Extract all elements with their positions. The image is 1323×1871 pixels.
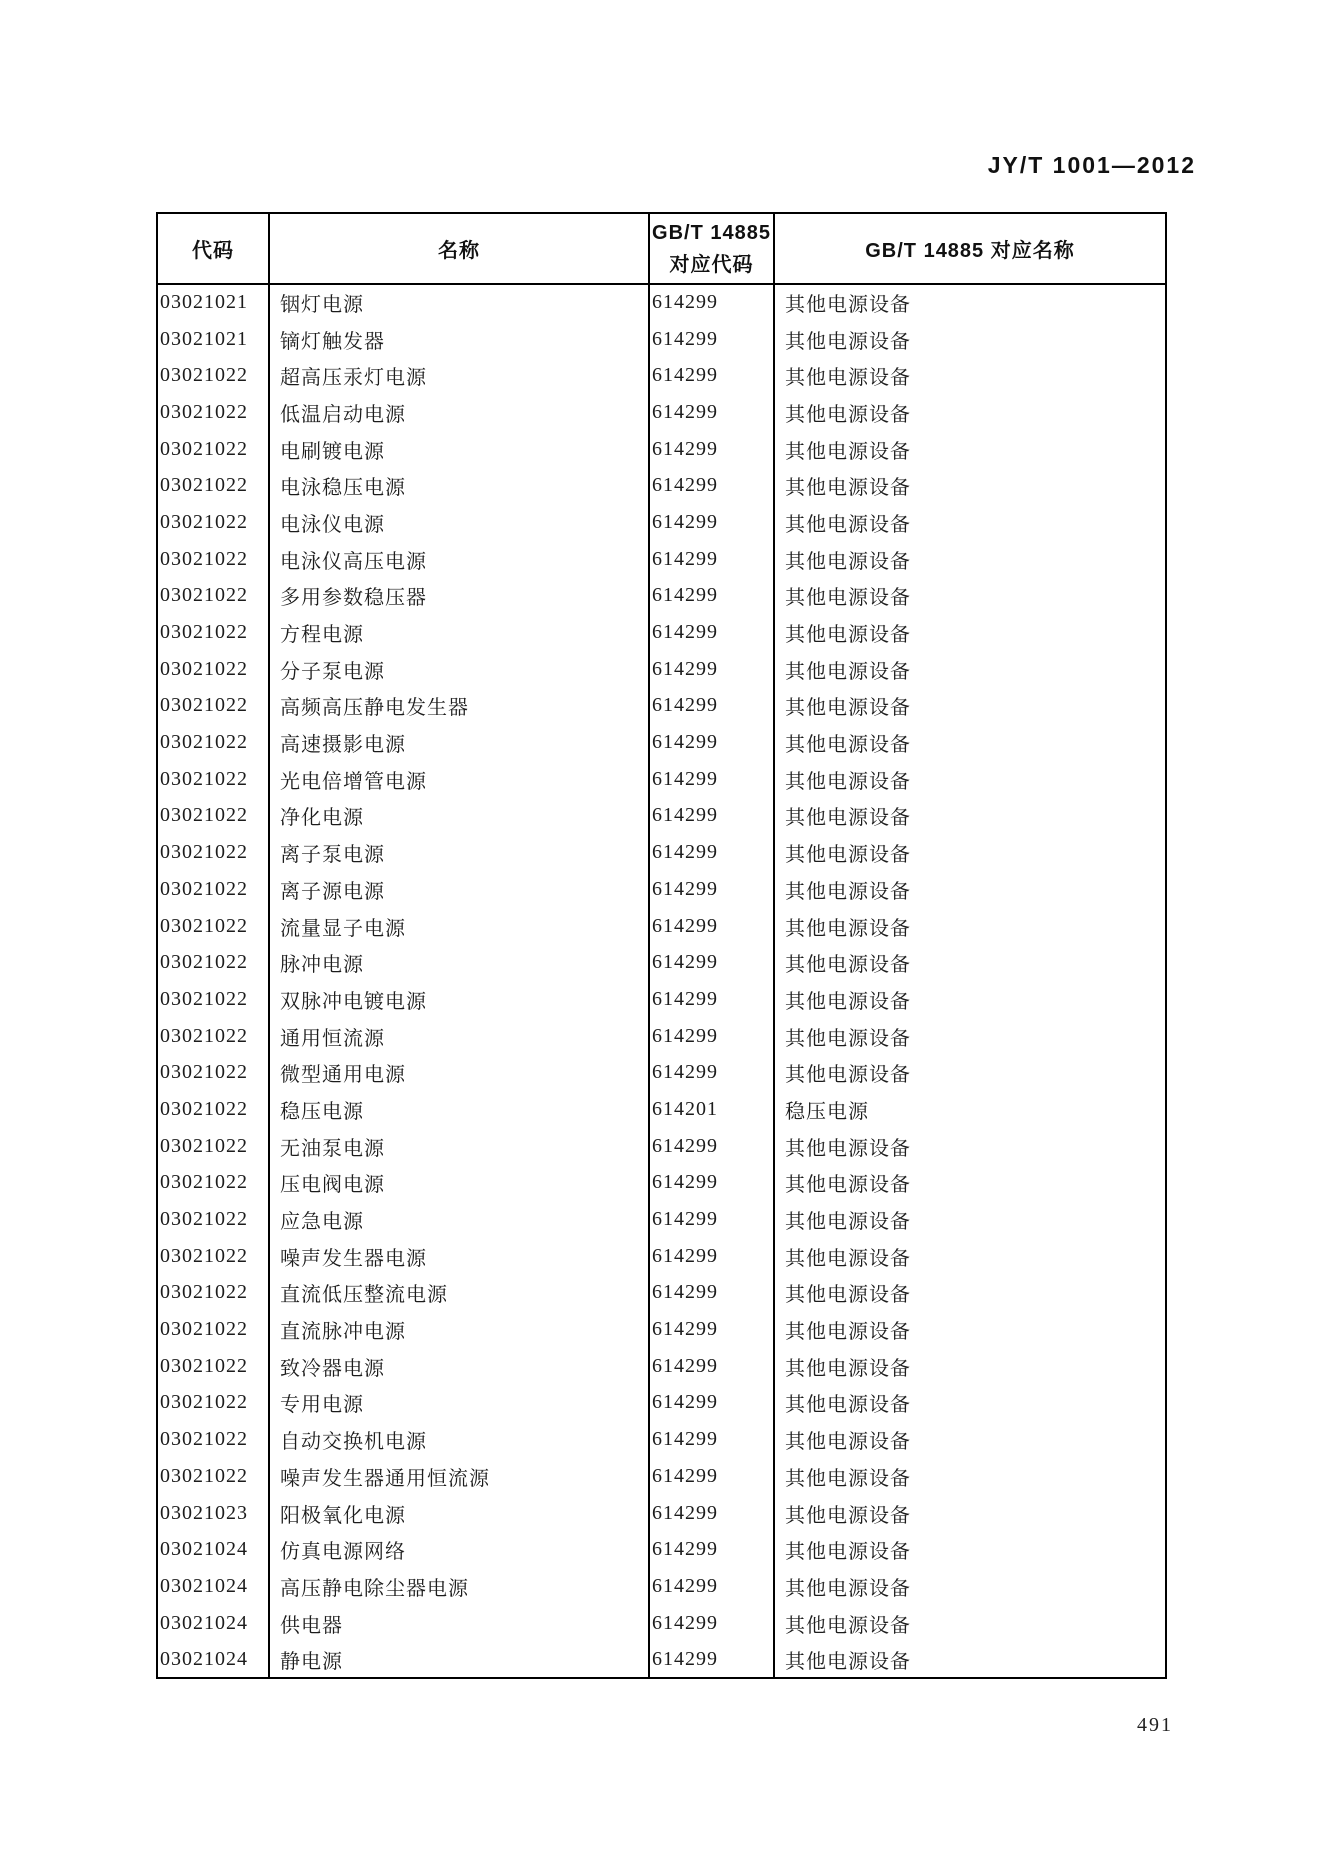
table-row <box>157 1311 1166 1348</box>
header-name: 名称 <box>269 213 649 284</box>
cell-name: 低温启动电源 <box>269 394 649 431</box>
cell-name: 多用参数稳压器 <box>269 578 649 615</box>
cell-gbt-code: 614299 <box>649 578 774 615</box>
cell-gbt-name: 其他电源设备 <box>774 1238 1166 1275</box>
table-row <box>157 1275 1166 1312</box>
cell-gbt-name: 其他电源设备 <box>774 1421 1166 1458</box>
cell-gbt-name: 其他电源设备 <box>774 1348 1166 1385</box>
cell-name: 高速摄影电源 <box>269 724 649 761</box>
cell-code: 03021022 <box>157 981 269 1018</box>
table-row <box>157 1605 1166 1642</box>
cell-name: 直流低压整流电源 <box>269 1275 649 1312</box>
cell-gbt-code: 614299 <box>649 1495 774 1532</box>
cell-gbt-name: 其他电源设备 <box>774 1385 1166 1422</box>
cell-name: 高频高压静电发生器 <box>269 688 649 725</box>
cell-code: 03021022 <box>157 1275 269 1312</box>
cell-code: 03021022 <box>157 1458 269 1495</box>
cell-name: 噪声发生器通用恒流源 <box>269 1458 649 1495</box>
cell-name: 直流脉冲电源 <box>269 1311 649 1348</box>
cell-name: 电泳仪高压电源 <box>269 541 649 578</box>
cell-gbt-code: 614299 <box>649 908 774 945</box>
cell-gbt-name: 其他电源设备 <box>774 578 1166 615</box>
cell-name: 致冷器电源 <box>269 1348 649 1385</box>
table-row <box>157 1641 1166 1678</box>
cell-gbt-name: 其他电源设备 <box>774 1165 1166 1202</box>
table-row <box>157 871 1166 908</box>
header-gbt-name: GB/T 14885 对应名称 <box>774 213 1166 284</box>
cell-name: 镝灯触发器 <box>269 321 649 358</box>
cell-code: 03021022 <box>157 688 269 725</box>
table-row <box>157 1238 1166 1275</box>
cell-gbt-code: 614299 <box>649 651 774 688</box>
cell-name: 自动交换机电源 <box>269 1421 649 1458</box>
cell-gbt-name: 其他电源设备 <box>774 871 1166 908</box>
cell-gbt-code: 614299 <box>649 1165 774 1202</box>
table-row <box>157 1568 1166 1605</box>
table-row <box>157 431 1166 468</box>
table-row <box>157 1495 1166 1532</box>
cell-name: 方程电源 <box>269 614 649 651</box>
cell-code: 03021024 <box>157 1568 269 1605</box>
cell-code: 03021021 <box>157 284 269 321</box>
cell-gbt-name: 其他电源设备 <box>774 908 1166 945</box>
cell-name: 稳压电源 <box>269 1091 649 1128</box>
cell-gbt-code: 614299 <box>649 1385 774 1422</box>
cell-name: 静电源 <box>269 1641 649 1678</box>
cell-gbt-code: 614299 <box>649 504 774 541</box>
header-gbt-code-line1: GB/T 14885 <box>652 221 771 244</box>
cell-code: 03021022 <box>157 1091 269 1128</box>
cell-gbt-code: 614299 <box>649 944 774 981</box>
cell-code: 03021022 <box>157 1054 269 1091</box>
cell-gbt-code: 614299 <box>649 467 774 504</box>
table-body <box>157 284 1166 1678</box>
cell-name: 电泳稳压电源 <box>269 467 649 504</box>
cell-name: 专用电源 <box>269 1385 649 1422</box>
cell-code: 03021024 <box>157 1641 269 1678</box>
cell-name: 仿真电源网络 <box>269 1531 649 1568</box>
table-row <box>157 284 1166 321</box>
table-row <box>157 834 1166 871</box>
header-code: 代码 <box>157 213 269 284</box>
cell-gbt-code: 614299 <box>649 1275 774 1312</box>
header-gbt-code-line2: 对应代码 <box>669 253 754 276</box>
cell-code: 03021022 <box>157 614 269 651</box>
cell-code: 03021022 <box>157 798 269 835</box>
cell-gbt-code: 614299 <box>649 871 774 908</box>
table-row <box>157 394 1166 431</box>
table-row <box>157 1165 1166 1202</box>
cell-code: 03021022 <box>157 1128 269 1165</box>
cell-name: 脉冲电源 <box>269 944 649 981</box>
cell-gbt-name: 其他电源设备 <box>774 651 1166 688</box>
code-mapping-table <box>156 212 1167 1679</box>
header-row <box>157 213 1166 284</box>
cell-gbt-code: 614299 <box>649 1458 774 1495</box>
cell-code: 03021022 <box>157 541 269 578</box>
cell-gbt-name: 其他电源设备 <box>774 467 1166 504</box>
cell-name: 净化电源 <box>269 798 649 835</box>
cell-code: 03021022 <box>157 944 269 981</box>
cell-code: 03021022 <box>157 834 269 871</box>
cell-gbt-code: 614299 <box>649 614 774 651</box>
cell-code: 03021022 <box>157 1238 269 1275</box>
cell-gbt-code: 614299 <box>649 1128 774 1165</box>
table-row <box>157 944 1166 981</box>
cell-name: 高压静电除尘器电源 <box>269 1568 649 1605</box>
cell-code: 03021021 <box>157 321 269 358</box>
cell-gbt-name: 其他电源设备 <box>774 1495 1166 1532</box>
cell-gbt-code: 614299 <box>649 1201 774 1238</box>
cell-gbt-name: 其他电源设备 <box>774 394 1166 431</box>
cell-gbt-code: 614299 <box>649 1421 774 1458</box>
cell-name: 无油泵电源 <box>269 1128 649 1165</box>
page-number: 491 <box>1137 1714 1173 1736</box>
cell-gbt-name: 其他电源设备 <box>774 431 1166 468</box>
cell-gbt-name: 其他电源设备 <box>774 614 1166 651</box>
cell-gbt-name: 其他电源设备 <box>774 321 1166 358</box>
cell-name: 离子泵电源 <box>269 834 649 871</box>
cell-code: 03021022 <box>157 431 269 468</box>
cell-gbt-name: 其他电源设备 <box>774 504 1166 541</box>
cell-name: 双脉冲电镀电源 <box>269 981 649 1018</box>
table-row <box>157 578 1166 615</box>
cell-code: 03021023 <box>157 1495 269 1532</box>
cell-code: 03021022 <box>157 651 269 688</box>
cell-gbt-code: 614299 <box>649 1605 774 1642</box>
cell-name: 分子泵电源 <box>269 651 649 688</box>
cell-name: 电刷镀电源 <box>269 431 649 468</box>
table-row <box>157 1421 1166 1458</box>
cell-gbt-code: 614299 <box>649 1641 774 1678</box>
cell-code: 03021022 <box>157 908 269 945</box>
cell-gbt-code: 614299 <box>649 1531 774 1568</box>
cell-gbt-name: 其他电源设备 <box>774 1201 1166 1238</box>
cell-gbt-code: 614201 <box>649 1091 774 1128</box>
cell-gbt-name: 其他电源设备 <box>774 1128 1166 1165</box>
cell-gbt-name: 其他电源设备 <box>774 1568 1166 1605</box>
cell-code: 03021022 <box>157 871 269 908</box>
cell-gbt-name: 其他电源设备 <box>774 724 1166 761</box>
cell-gbt-code: 614299 <box>649 688 774 725</box>
cell-gbt-name: 其他电源设备 <box>774 541 1166 578</box>
cell-gbt-code: 614299 <box>649 798 774 835</box>
table-row <box>157 688 1166 725</box>
table-row <box>157 1054 1166 1091</box>
cell-gbt-name: 其他电源设备 <box>774 688 1166 725</box>
cell-gbt-name: 其他电源设备 <box>774 1605 1166 1642</box>
table-row <box>157 1385 1166 1422</box>
cell-gbt-code: 614299 <box>649 431 774 468</box>
cell-gbt-name: 其他电源设备 <box>774 1275 1166 1312</box>
cell-name: 铟灯电源 <box>269 284 649 321</box>
table-row <box>157 1018 1166 1055</box>
cell-code: 03021024 <box>157 1605 269 1642</box>
cell-name: 离子源电源 <box>269 871 649 908</box>
table-row <box>157 504 1166 541</box>
cell-code: 03021024 <box>157 1531 269 1568</box>
cell-name: 光电倍增管电源 <box>269 761 649 798</box>
cell-code: 03021022 <box>157 467 269 504</box>
cell-code: 03021022 <box>157 1385 269 1422</box>
cell-gbt-name: 其他电源设备 <box>774 834 1166 871</box>
cell-gbt-code: 614299 <box>649 321 774 358</box>
table-row <box>157 614 1166 651</box>
cell-code: 03021022 <box>157 1018 269 1055</box>
table-row <box>157 467 1166 504</box>
cell-gbt-code: 614299 <box>649 834 774 871</box>
cell-gbt-code: 614299 <box>649 1568 774 1605</box>
table-header <box>157 213 1166 284</box>
cell-gbt-name: 其他电源设备 <box>774 1531 1166 1568</box>
cell-name: 应急电源 <box>269 1201 649 1238</box>
cell-gbt-code: 614299 <box>649 724 774 761</box>
table-row <box>157 908 1166 945</box>
cell-gbt-name: 其他电源设备 <box>774 981 1166 1018</box>
cell-gbt-code: 614299 <box>649 1238 774 1275</box>
table-row <box>157 541 1166 578</box>
cell-gbt-name: 其他电源设备 <box>774 761 1166 798</box>
cell-gbt-name: 其他电源设备 <box>774 357 1166 394</box>
table-row <box>157 761 1166 798</box>
cell-gbt-code: 614299 <box>649 284 774 321</box>
cell-code: 03021022 <box>157 1348 269 1385</box>
cell-gbt-code: 614299 <box>649 1054 774 1091</box>
table-row <box>157 357 1166 394</box>
cell-code: 03021022 <box>157 1421 269 1458</box>
cell-code: 03021022 <box>157 761 269 798</box>
table-row <box>157 1348 1166 1385</box>
cell-code: 03021022 <box>157 1165 269 1202</box>
table-row <box>157 1128 1166 1165</box>
table-row <box>157 1458 1166 1495</box>
cell-gbt-name: 其他电源设备 <box>774 1054 1166 1091</box>
cell-name: 电泳仪电源 <box>269 504 649 541</box>
cell-gbt-code: 614299 <box>649 981 774 1018</box>
cell-name: 供电器 <box>269 1605 649 1642</box>
cell-gbt-name: 其他电源设备 <box>774 944 1166 981</box>
cell-code: 03021022 <box>157 357 269 394</box>
cell-name: 阳极氧化电源 <box>269 1495 649 1532</box>
cell-gbt-code: 614299 <box>649 1348 774 1385</box>
cell-code: 03021022 <box>157 1201 269 1238</box>
table-row <box>157 651 1166 688</box>
cell-gbt-code: 614299 <box>649 541 774 578</box>
header-gbt-code <box>649 213 774 284</box>
table-row <box>157 1091 1166 1128</box>
cell-gbt-name: 其他电源设备 <box>774 284 1166 321</box>
cell-gbt-name: 其他电源设备 <box>774 1018 1166 1055</box>
cell-code: 03021022 <box>157 578 269 615</box>
table-row <box>157 1531 1166 1568</box>
cell-gbt-code: 614299 <box>649 1018 774 1055</box>
cell-name: 压电阀电源 <box>269 1165 649 1202</box>
table-row <box>157 724 1166 761</box>
cell-name: 通用恒流源 <box>269 1018 649 1055</box>
cell-code: 03021022 <box>157 1311 269 1348</box>
cell-name: 流量显子电源 <box>269 908 649 945</box>
cell-code: 03021022 <box>157 504 269 541</box>
cell-gbt-code: 614299 <box>649 761 774 798</box>
cell-gbt-name: 其他电源设备 <box>774 1458 1166 1495</box>
table-row <box>157 981 1166 1018</box>
cell-name: 超高压汞灯电源 <box>269 357 649 394</box>
cell-gbt-name: 其他电源设备 <box>774 1311 1166 1348</box>
cell-gbt-name: 其他电源设备 <box>774 798 1166 835</box>
cell-name: 噪声发生器电源 <box>269 1238 649 1275</box>
table-row <box>157 321 1166 358</box>
table-row <box>157 798 1166 835</box>
standard-number: JY/T 1001—2012 <box>987 152 1196 178</box>
cell-gbt-name: 稳压电源 <box>774 1091 1166 1128</box>
cell-gbt-code: 614299 <box>649 357 774 394</box>
cell-gbt-code: 614299 <box>649 394 774 431</box>
cell-gbt-code: 614299 <box>649 1311 774 1348</box>
cell-code: 03021022 <box>157 724 269 761</box>
cell-name: 微型通用电源 <box>269 1054 649 1091</box>
table-row <box>157 1201 1166 1238</box>
cell-code: 03021022 <box>157 394 269 431</box>
cell-gbt-name: 其他电源设备 <box>774 1641 1166 1678</box>
